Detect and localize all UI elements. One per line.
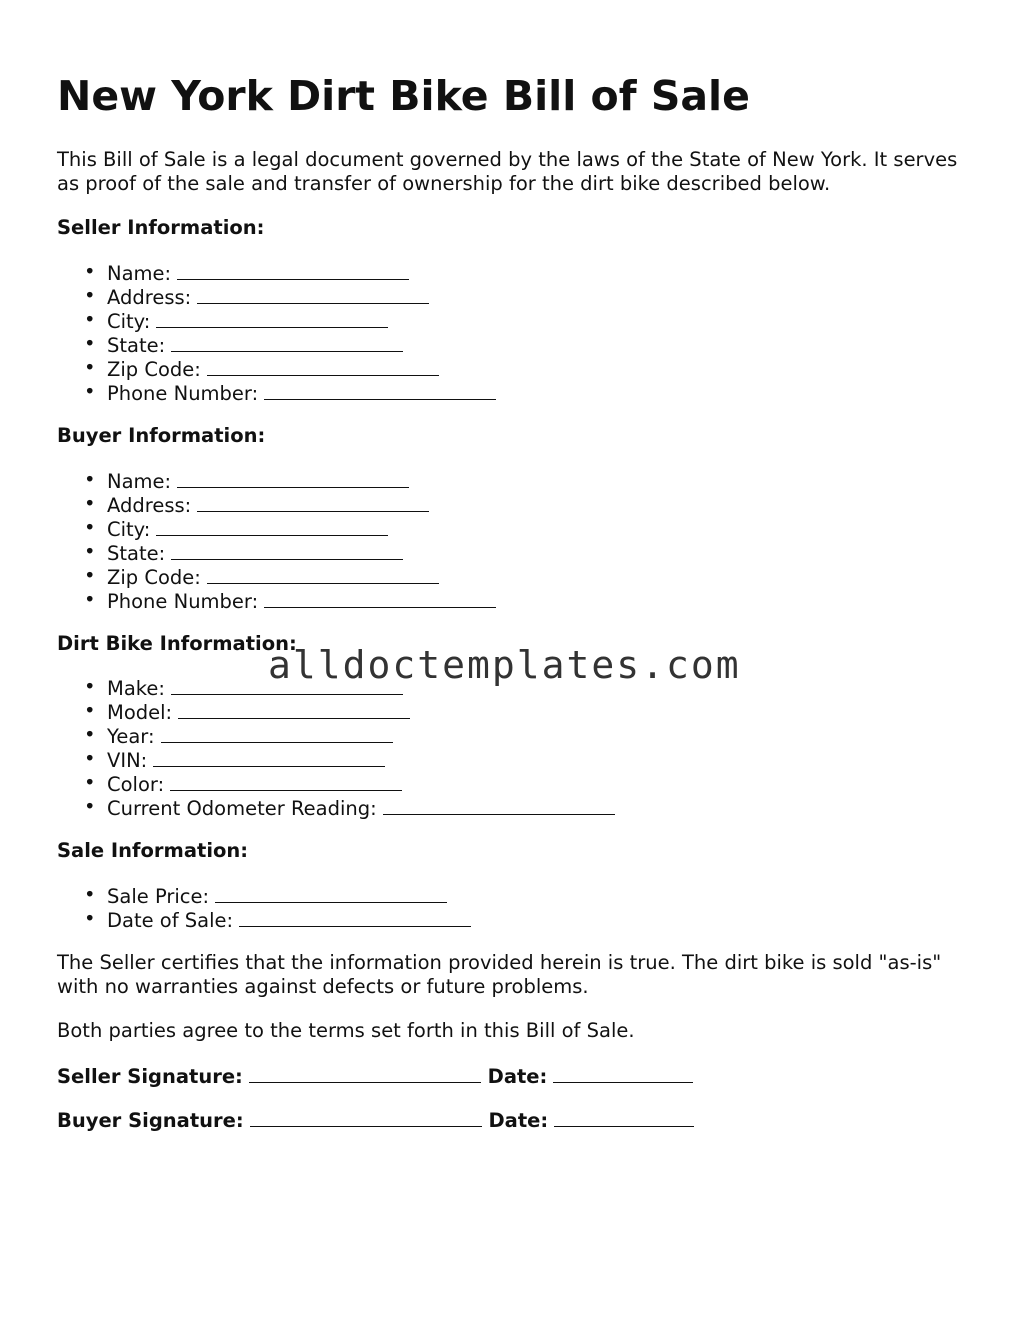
field-label: City: — [107, 310, 151, 333]
blank-line[interactable] — [177, 260, 409, 280]
agreement-paragraph: Both parties agree to the terms set forth in this Bill of Sale. — [57, 1019, 635, 1042]
blank-line[interactable] — [207, 356, 439, 376]
seller-signature-line — [57, 1063, 693, 1089]
intro-paragraph: This Bill of Sale is a legal document governed by the laws of the State of New York. It serves as proof of the sale and transfer of ownership for the dirt bike described below. — [57, 148, 958, 195]
bullet-icon: • — [84, 492, 96, 515]
seller-fields — [57, 260, 496, 404]
buyer-signature-line — [57, 1107, 694, 1133]
bullet-icon: • — [84, 564, 96, 587]
bullet-icon: • — [84, 771, 96, 794]
sale-date-field[interactable] — [57, 907, 471, 931]
sale-heading: Sale Information: — [57, 839, 249, 862]
bullet-icon: • — [84, 883, 96, 906]
seller-phone-field[interactable] — [57, 380, 496, 404]
field-label: VIN: — [107, 749, 148, 772]
bullet-icon: • — [84, 332, 96, 355]
sale-price-field[interactable] — [57, 883, 471, 907]
blank-line[interactable] — [178, 699, 410, 719]
blank-line[interactable] — [156, 516, 388, 536]
seller-state-field[interactable] — [57, 332, 496, 356]
bullet-icon: • — [84, 468, 96, 491]
document-title: New York Dirt Bike Bill of Sale — [57, 72, 750, 120]
field-label: State: — [107, 334, 166, 357]
field-label: Zip Code: — [107, 358, 201, 381]
buyer-signature-blank[interactable] — [250, 1107, 482, 1127]
bike-fields — [57, 675, 615, 819]
bike-model-field[interactable] — [57, 699, 615, 723]
blank-line[interactable] — [207, 564, 439, 584]
buyer-city-field[interactable] — [57, 516, 496, 540]
field-label: Year: — [107, 725, 155, 748]
field-label: Phone Number: — [107, 382, 259, 405]
blank-line[interactable] — [215, 883, 447, 903]
field-label: Phone Number: — [107, 590, 259, 613]
bullet-icon: • — [84, 795, 96, 818]
seller-heading: Seller Information: — [57, 216, 265, 239]
buyer-signature-label: Buyer Signature: — [57, 1109, 244, 1132]
watermark-text: alldoctemplates.com — [268, 643, 741, 687]
field-label: Address: — [107, 494, 192, 517]
blank-line[interactable] — [171, 540, 403, 560]
buyer-date-blank[interactable] — [554, 1107, 694, 1127]
bike-year-field[interactable] — [57, 723, 615, 747]
field-label: Sale Price: — [107, 885, 210, 908]
blank-line[interactable] — [161, 723, 393, 743]
date-label: Date: — [488, 1109, 549, 1132]
buyer-heading: Buyer Information: — [57, 424, 266, 447]
blank-line[interactable] — [239, 907, 471, 927]
buyer-fields — [57, 468, 496, 612]
certification-paragraph: The Seller certifies that the information provided herein is true. The dirt bike is sold "as-is" with no warranties against defects or future problems. — [57, 951, 942, 998]
buyer-phone-field[interactable] — [57, 588, 496, 612]
blank-line[interactable] — [171, 332, 403, 352]
date-label: Date: — [487, 1065, 548, 1088]
field-label: Current Odometer Reading: — [107, 797, 377, 820]
bullet-icon: • — [84, 540, 96, 563]
field-label: Date of Sale: — [107, 909, 234, 932]
seller-name-field[interactable] — [57, 260, 496, 284]
buyer-zip-field[interactable] — [57, 564, 496, 588]
field-label: Model: — [107, 701, 173, 724]
bike-color-field[interactable] — [57, 771, 615, 795]
blank-line[interactable] — [170, 771, 402, 791]
sale-fields — [57, 883, 471, 931]
field-label: City: — [107, 518, 151, 541]
field-label: Name: — [107, 262, 172, 285]
seller-zip-field[interactable] — [57, 356, 496, 380]
blank-line[interactable] — [264, 588, 496, 608]
bullet-icon: • — [84, 516, 96, 539]
seller-date-blank[interactable] — [553, 1063, 693, 1083]
bike-vin-field[interactable] — [57, 747, 615, 771]
bullet-icon: • — [84, 675, 96, 698]
seller-city-field[interactable] — [57, 308, 496, 332]
blank-line[interactable] — [383, 795, 615, 815]
seller-address-field[interactable] — [57, 284, 496, 308]
bullet-icon: • — [84, 356, 96, 379]
bike-odometer-field[interactable] — [57, 795, 615, 819]
buyer-name-field[interactable] — [57, 468, 496, 492]
bullet-icon: • — [84, 588, 96, 611]
field-label: Make: — [107, 677, 165, 700]
bullet-icon: • — [84, 380, 96, 403]
bullet-icon: • — [84, 260, 96, 283]
bullet-icon: • — [84, 699, 96, 722]
blank-line[interactable] — [153, 747, 385, 767]
field-label: Name: — [107, 470, 172, 493]
blank-line[interactable] — [156, 308, 388, 328]
bullet-icon: • — [84, 747, 96, 770]
field-label: Color: — [107, 773, 165, 796]
bullet-icon: • — [84, 308, 96, 331]
field-label: Address: — [107, 286, 192, 309]
field-label: Zip Code: — [107, 566, 201, 589]
bullet-icon: • — [84, 723, 96, 746]
blank-line[interactable] — [264, 380, 496, 400]
blank-line[interactable] — [197, 492, 429, 512]
blank-line[interactable] — [177, 468, 409, 488]
bullet-icon: • — [84, 907, 96, 930]
seller-signature-label: Seller Signature: — [57, 1065, 243, 1088]
seller-signature-blank[interactable] — [249, 1063, 481, 1083]
bullet-icon: • — [84, 284, 96, 307]
buyer-address-field[interactable] — [57, 492, 496, 516]
buyer-state-field[interactable] — [57, 540, 496, 564]
blank-line[interactable] — [197, 284, 429, 304]
field-label: State: — [107, 542, 166, 565]
bike-heading: Dirt Bike Information: — [57, 632, 297, 655]
